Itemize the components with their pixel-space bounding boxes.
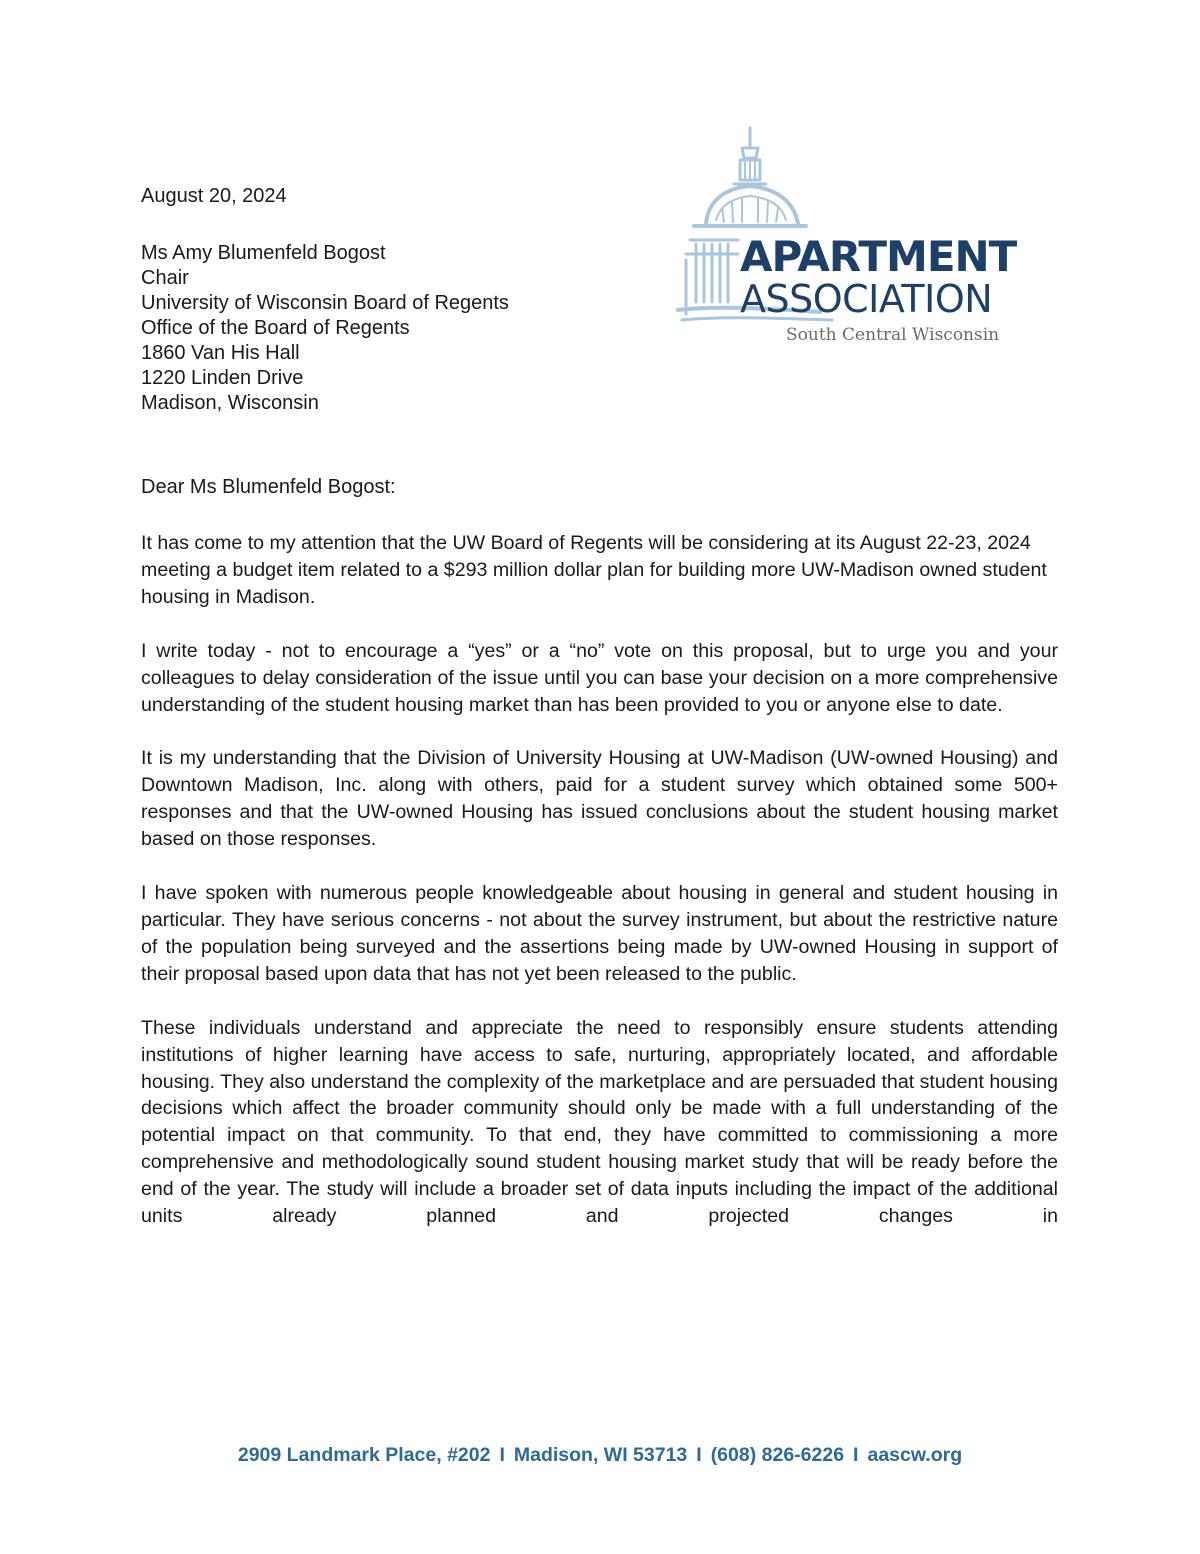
body-paragraph: I write today - not to encourage a “yes” or a “no” vote on this proposal, but to urge you and your colleagues to delay consideration of the issue until you can base your decision on a more comprehensive understanding of the student housing market than has been provided to you or anyone else to date. — [141, 639, 1058, 716]
logo-tagline: South Central Wisconsin — [786, 325, 1000, 345]
recipient-name: Ms Amy Blumenfeld Bogost — [141, 242, 386, 264]
body-paragraph: I have spoken with numerous people knowledgeable about housing in general and student housing in particular. They have serious concerns - not about the survey instrument, but about the restrictive nature of the population being surveyed and the assertions being made by UW-owned Housing in support of their proposal based upon data that has not yet been released to the public. — [141, 882, 1058, 985]
apartment-association-logo — [672, 124, 1032, 354]
recipient-organization: University of Wisconsin Board of Regents — [141, 292, 509, 314]
footer-phone: (608) 826-6226 — [710, 1444, 845, 1466]
letter-body — [141, 530, 1058, 1230]
logo-association-text: ASSOCIATION — [740, 277, 993, 321]
recipient-address — [141, 241, 509, 416]
body-paragraph: It is my understanding that the Division of University Housing at UW-Madison (UW-owned Housing) and Downtown Madison, Inc. along with others, paid for a student survey which obtained some 500+ responses and that the UW-owned Housing has issued conclusions about the student housing market based on those responses. — [141, 747, 1058, 851]
footer-website-link[interactable]: aascw.org — [867, 1444, 963, 1466]
footer-city: Madison, WI 53713 — [513, 1444, 688, 1466]
footer-separator: I — [696, 1444, 702, 1466]
salutation: Dear Ms Blumenfeld Bogost: — [141, 476, 396, 498]
body-paragraph: These individuals understand and appreciate the need to responsibly ensure students attending institutions of higher learning have access to safe, nurturing, appropriately located, and affordable housing. They also understand the complexity of the marketplace and are persuaded that student housing decisions which affect the broader community should only be made with a full understanding of the potential impact on that community. To that end, they have committed to commissioning a more comprehensive and methodologically sound student housing market study that will be ready before the end of the year. The study will include a broader set of data inputs including the impact of the additional units already planned and projected changes in — [141, 1016, 1058, 1228]
logo-apartment-text: APARTMENT — [740, 232, 1017, 281]
recipient-city: Madison, Wisconsin — [141, 392, 319, 414]
letter-date: August 20, 2024 — [141, 185, 287, 207]
recipient-street: 1220 Linden Drive — [141, 367, 304, 389]
footer-address: 2909 Landmark Place, #202 — [237, 1444, 491, 1466]
body-paragraph: It has come to my attention that the UW Board of Regents will be considering at its August 22-23, 2024 meeting a budget item related to a $293 million dollar plan for building more UW-Madison owned student housing in Madison. — [141, 532, 1047, 608]
recipient-title: Chair — [141, 267, 189, 289]
recipient-building: 1860 Van His Hall — [141, 342, 300, 364]
footer-separator: I — [499, 1444, 505, 1466]
recipient-office: Office of the Board of Regents — [141, 317, 410, 339]
letterhead-footer — [0, 1444, 1200, 1467]
footer-separator: I — [853, 1444, 859, 1466]
